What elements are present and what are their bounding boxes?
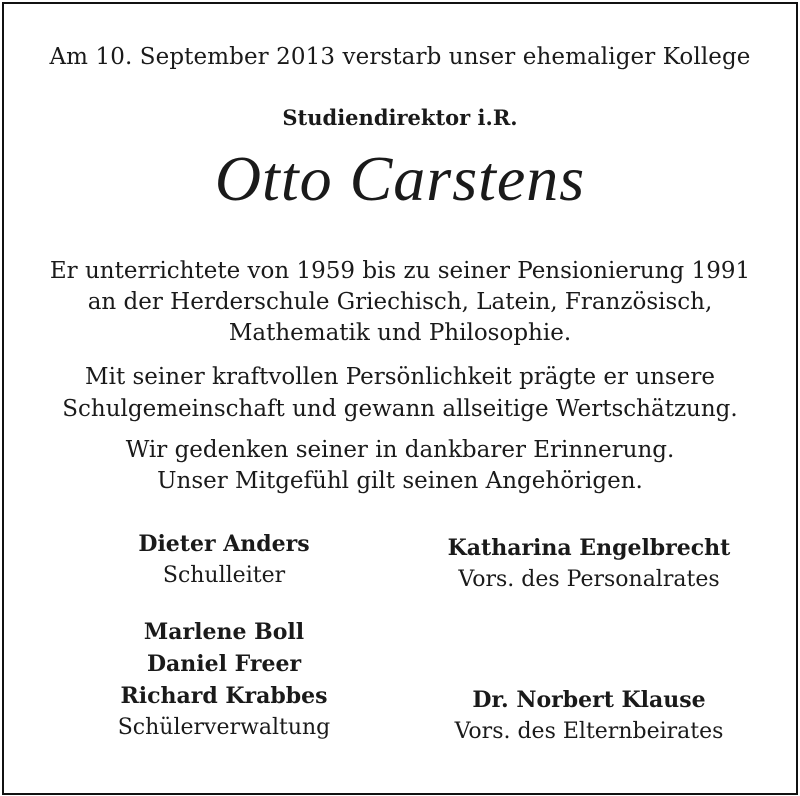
paragraph2-line1: Mit seiner kraftvollen Persönlichkeit prägte er unsere [85,364,715,390]
signer-name: Daniel Freer [146,651,302,677]
obituary-notice [2,2,798,795]
signer-name: Katharina Engelbrecht [447,535,731,561]
paragraph1-line2: an der Herderschule Griechisch, Latein, Französisch, [87,289,713,315]
signature-schuelerverwaltung [24,616,424,744]
signer-name: Dieter Anders [138,531,310,557]
deceased-name: Otto Carstens [214,143,586,214]
signer-role: Schulleiter [162,563,286,588]
paragraph3-line1: Wir gedenken seiner in dankbarer Erinnerung. [125,437,675,463]
paragraph1-line3: Mathematik und Philosophie. [228,320,572,346]
paragraph1-line1: Er unterrichtete von 1959 bis zu seiner Pensionierung 1991 [49,258,751,284]
signature-elternbeirat [389,684,789,748]
intro-line: Am 10. September 2013 verstarb unser ehemaliger Kollege [49,44,751,70]
signer-name: Richard Krabbes [120,683,328,709]
signer-role: Vors. des Elternbeirates [454,719,724,744]
signer-role: Vors. des Personalrates [458,567,720,592]
signature-personalrat [389,532,789,596]
signer-name: Marlene Boll [143,619,305,645]
signature-schulleiter [24,528,424,592]
paragraph2-line2: Schulgemeinschaft und gewann allseitige Wertschätzung. [62,396,738,422]
paragraph3-line2: Unser Mitgefühl gilt seinen Angehörigen. [157,468,643,494]
signer-name: Dr. Norbert Klause [472,687,706,713]
signer-role: Schülerverwaltung [117,715,331,740]
deceased-title: Studiendirektor i.R. [282,105,518,130]
